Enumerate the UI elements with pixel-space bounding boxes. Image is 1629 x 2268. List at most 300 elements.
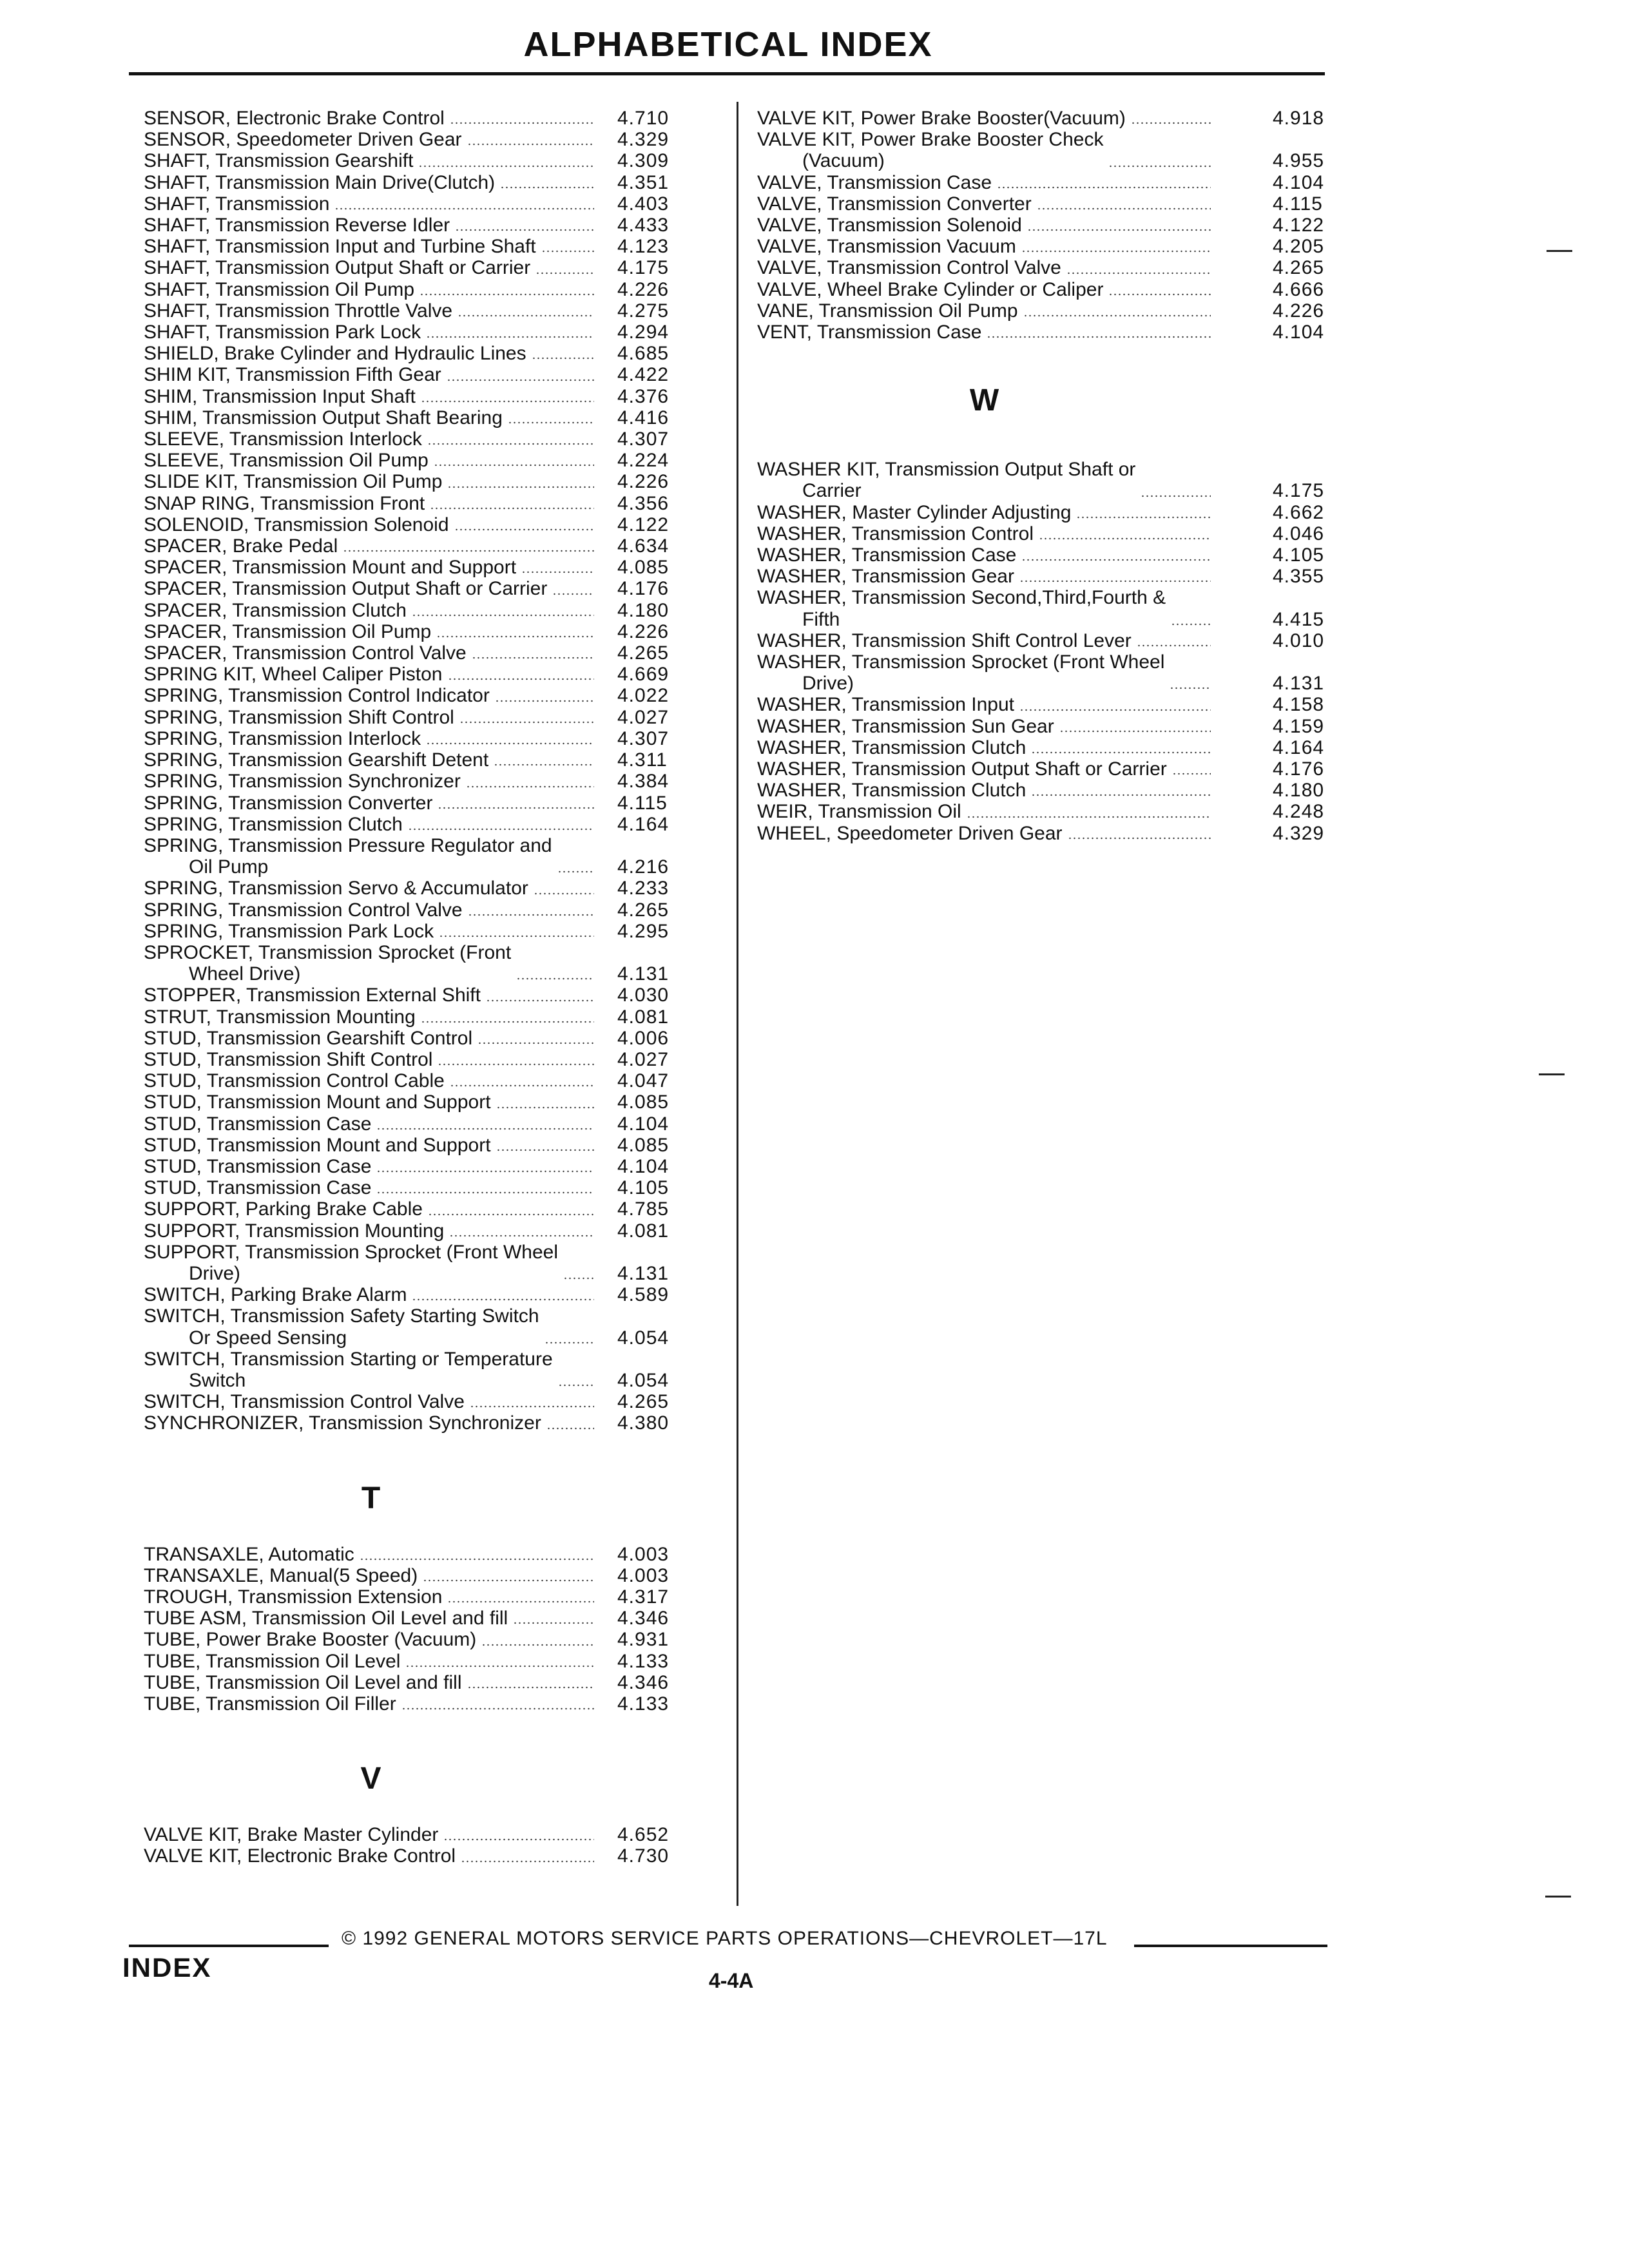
entry-label (757, 780, 1026, 801)
entry-label (757, 737, 1026, 758)
entry-page-number: 4.175 (1273, 480, 1325, 502)
dot-leader (434, 464, 594, 466)
entry-page-number: 4.307 (617, 727, 670, 749)
entry-title: TRANSAXLE, Automatic (144, 1543, 354, 1565)
dot-leader (418, 165, 594, 168)
index-entry (144, 257, 727, 278)
entry-page-number: 4.355 (1273, 566, 1325, 588)
dot-leader (1170, 687, 1211, 689)
dot-leader (466, 785, 594, 788)
entry-title: WASHER, Master Cylinder Adjusting (757, 501, 1072, 523)
entry-title: SHAFT, Transmission Gearshift (144, 150, 414, 172)
dot-leader (470, 1405, 594, 1408)
entry-title: TUBE, Transmission Oil Level (144, 1650, 401, 1672)
dot-leader (1021, 559, 1211, 561)
entry-title: STUD, Transmission Shift Control (144, 1048, 433, 1070)
entry-label (144, 428, 422, 450)
entry-label (144, 1070, 445, 1091)
dot-leader (401, 1707, 594, 1710)
entry-title: WASHER, Transmission Shift Control Lever (757, 629, 1132, 651)
dot-leader (447, 1600, 594, 1603)
index-entry (144, 1135, 727, 1156)
entry-page-number: 4.356 (617, 492, 670, 514)
dot-leader (1141, 495, 1211, 497)
dot-leader (459, 721, 594, 724)
index-entry (144, 685, 727, 706)
entry-title: VALVE KIT, Power Brake Booster Check (757, 129, 1104, 151)
dot-leader (439, 935, 594, 937)
entry-title: WASHER, Transmission Control (757, 523, 1034, 544)
entry-label (144, 878, 528, 899)
entry-label (757, 193, 1032, 215)
entry-label (757, 236, 1016, 257)
index-entry (757, 823, 1344, 844)
entry-title: WASHER, Transmission Sun Gear (757, 715, 1054, 737)
entry-page-number: 4.010 (1273, 629, 1325, 651)
index-entry (144, 1198, 727, 1220)
entry-title: SPRING, Transmission Pressure Regulator and (144, 834, 552, 856)
section-letter-w: W (969, 383, 999, 418)
entry-label (144, 985, 481, 1006)
entry-title: WASHER, Transmission Clutch (757, 780, 1027, 802)
entry-page-number: 4.123 (617, 236, 670, 258)
entries-w (757, 459, 1344, 844)
entry-title: SENSOR, Electronic Brake Control (144, 108, 445, 129)
entries-s (144, 108, 727, 1434)
entry-title: SYNCHRONIZER, Transmission Synchronizer (144, 1412, 541, 1434)
entry-title-continuation: (Vacuum) (802, 150, 885, 172)
entry-title: STUD, Transmission Mount and Support (144, 1091, 491, 1113)
section-gap (144, 1715, 727, 1760)
dot-leader (1137, 644, 1211, 647)
entry-title: VALVE KIT, Power Brake Booster(Vacuum) (757, 108, 1126, 129)
entry-title-continuation: Wheel Drive) (189, 963, 301, 985)
entry-title-continuation: Switch (189, 1369, 246, 1391)
entry-label (757, 823, 1063, 844)
entry-title: WASHER, Transmission Second,Third,Fourth & (757, 587, 1166, 609)
margin-mark (1539, 1073, 1565, 1075)
entry-page-number: 4.589 (617, 1284, 670, 1306)
index-entry (144, 1305, 727, 1348)
dot-leader (532, 357, 594, 360)
dot-leader (412, 614, 594, 617)
entry-label (144, 1672, 462, 1693)
section-gap (144, 1798, 727, 1824)
entry-title: SLEEVE, Transmission Interlock (144, 428, 422, 450)
entry-title: WASHER, Transmission Clutch (757, 736, 1027, 758)
entry-title: SPRING, Transmission Clutch (144, 813, 403, 835)
entry-title-continuation: Drive) (802, 673, 854, 695)
entry-page-number: 4.669 (617, 664, 670, 686)
entry-label (144, 300, 452, 322)
entry-title: WASHER KIT, Transmission Output Shaft or (757, 459, 1136, 481)
index-entry (144, 835, 727, 878)
footer-rule-left (129, 1945, 329, 1947)
entry-title: VALVE, Transmission Control Valve (757, 257, 1061, 279)
index-entry (144, 793, 727, 814)
dot-leader (1027, 229, 1211, 231)
index-entry (144, 1672, 727, 1693)
index-entry (144, 514, 727, 535)
dot-leader (447, 486, 594, 488)
entry-title: SPRING, Transmission Synchronizer (144, 771, 461, 793)
entry-title: WASHER, Transmission Input (757, 694, 1015, 716)
entry-label (144, 257, 530, 278)
entry-page-number: 4.122 (617, 514, 670, 535)
entry-label (144, 600, 407, 621)
index-entry (144, 814, 727, 835)
entry-page-number: 4.311 (617, 749, 668, 771)
dot-leader (334, 207, 594, 210)
entry-page-number: 4.652 (617, 1824, 670, 1846)
dot-leader (552, 593, 594, 595)
entry-label (144, 1284, 407, 1305)
entry-title: TUBE, Power Brake Booster (Vacuum) (144, 1629, 477, 1651)
dot-leader (546, 1427, 594, 1430)
entry-title: SWITCH, Parking Brake Alarm (144, 1284, 407, 1306)
entry-page-number: 4.081 (617, 1006, 670, 1028)
index-entry (144, 1049, 727, 1070)
index-entry (144, 1651, 727, 1672)
entry-label (144, 1824, 438, 1845)
entry-label (757, 129, 1103, 171)
index-entry (144, 279, 727, 300)
dot-leader (513, 1622, 594, 1624)
entry-page-number: 4.294 (617, 322, 670, 343)
dot-leader (1059, 730, 1211, 733)
entry-page-number: 4.309 (617, 150, 670, 172)
entry-label (757, 459, 1135, 501)
entry-title-continuation: Fifth (802, 608, 840, 630)
entry-page-number: 4.122 (1273, 215, 1325, 236)
entry-title: SHIM, Transmission Input Shaft (144, 385, 416, 407)
entry-label (757, 758, 1167, 780)
dot-leader (1066, 272, 1211, 274)
entry-label (757, 279, 1103, 300)
dot-leader (376, 1170, 594, 1173)
entry-title: SPACER, Transmission Oil Pump (144, 620, 432, 642)
entry-label (144, 1629, 476, 1650)
index-entry (144, 108, 727, 129)
entry-page-number: 4.265 (617, 899, 670, 921)
dot-leader (496, 1149, 594, 1151)
entry-label (144, 1349, 553, 1391)
entry-title-continuation: Carrier (802, 480, 862, 502)
index-entry (144, 1156, 727, 1177)
entry-label (144, 728, 421, 749)
dot-leader (467, 1686, 594, 1689)
index-entry (144, 1284, 727, 1305)
entry-title: SHAFT, Transmission (144, 193, 330, 215)
entry-page-number: 4.433 (617, 215, 670, 236)
index-entry (144, 1391, 727, 1412)
index-entry (757, 801, 1344, 822)
index-entry (144, 1220, 727, 1242)
entry-page-number: 4.329 (1273, 822, 1325, 844)
index-entry (757, 300, 1344, 322)
entry-title: VENT, Transmission Case (757, 322, 982, 343)
dot-leader (495, 700, 594, 702)
entry-page-number: 4.346 (617, 1608, 670, 1629)
entry-label (757, 322, 981, 343)
section-gap (757, 343, 1344, 381)
index-entry (144, 1586, 727, 1608)
entry-page-number: 4.003 (617, 1543, 670, 1565)
entry-page-number: 4.295 (617, 920, 670, 942)
entry-page-number: 4.307 (617, 428, 670, 450)
entry-title: WHEEL, Speedometer Driven Gear (757, 822, 1063, 844)
index-entry (757, 236, 1344, 257)
dot-leader (1131, 122, 1211, 124)
entry-label (144, 642, 467, 664)
entry-title: TUBE, Transmission Oil Level and fill (144, 1671, 462, 1693)
entry-title-continuation: Or Speed Sensing (189, 1327, 347, 1349)
entry-page-number: 4.047 (617, 1070, 670, 1092)
entry-page-number: 4.104 (1273, 171, 1325, 193)
index-entry (144, 921, 727, 942)
entry-title: VALVE, Transmission Case (757, 171, 992, 193)
dot-leader (449, 1235, 594, 1237)
index-entry (757, 108, 1344, 129)
entry-page-number: 4.030 (617, 985, 670, 1006)
entry-title: SHAFT, Transmission Output Shaft or Carrier (144, 257, 531, 279)
entry-label (144, 150, 413, 171)
index-entry (144, 535, 727, 557)
column-divider (737, 102, 738, 1906)
entry-title: SUPPORT, Parking Brake Cable (144, 1198, 423, 1220)
entry-title: STUD, Transmission Control Cable (144, 1070, 445, 1092)
entry-label (144, 514, 449, 535)
index-entry (144, 428, 727, 450)
index-entry (144, 129, 727, 150)
index-entry (144, 600, 727, 621)
entry-page-number: 4.176 (1273, 758, 1325, 780)
index-entry (144, 642, 727, 664)
entry-page-number: 4.317 (617, 1586, 670, 1608)
entry-page-number: 4.164 (1273, 736, 1325, 758)
entry-title: SPROCKET, Transmission Sprocket (Front (144, 941, 512, 963)
entry-title: SUPPORT, Transmission Mounting (144, 1220, 445, 1242)
entry-label (144, 664, 443, 685)
entry-label (144, 1091, 491, 1113)
index-entry (144, 172, 727, 193)
dot-leader (1019, 580, 1211, 582)
dot-leader (461, 1860, 594, 1863)
entry-page-number: 4.351 (617, 171, 670, 193)
entry-label (757, 172, 992, 193)
entry-label (144, 386, 416, 407)
dot-leader (376, 1128, 594, 1130)
entry-title: SWITCH, Transmission Starting or Temperature (144, 1348, 553, 1370)
entry-label (144, 1586, 442, 1608)
entry-page-number: 4.380 (617, 1412, 670, 1434)
entry-label (144, 793, 432, 814)
dot-leader (1031, 794, 1211, 796)
entry-page-number: 4.275 (617, 300, 670, 322)
dot-leader (454, 528, 594, 531)
index-entry (144, 471, 727, 492)
dot-leader (427, 443, 594, 445)
entry-title: WASHER, Transmission Output Shaft or Carrier (757, 758, 1167, 780)
entry-page-number: 4.955 (1273, 150, 1325, 172)
entry-title: SPACER, Transmission Output Shaft or Carrier (144, 578, 548, 600)
entry-label (757, 215, 1022, 236)
dot-leader (1172, 773, 1211, 775)
dot-leader (426, 336, 594, 338)
dot-leader (430, 507, 594, 510)
entry-label (144, 215, 450, 236)
entry-label (144, 1544, 354, 1565)
entry-label (144, 535, 338, 557)
section-letter-t: T (361, 1481, 381, 1515)
dot-leader (438, 807, 594, 809)
index-entry (144, 728, 727, 749)
index-entry (144, 1349, 727, 1391)
entry-title: SENSOR, Speedometer Driven Gear (144, 129, 462, 151)
entry-title: SPACER, Transmission Mount and Support (144, 557, 517, 579)
entry-page-number: 4.226 (617, 471, 670, 493)
entry-page-number: 4.785 (617, 1198, 670, 1220)
dot-leader (447, 379, 594, 381)
entry-title: SPRING, Transmission Control Indicator (144, 685, 490, 707)
entry-page-number: 4.006 (617, 1027, 670, 1049)
entry-page-number: 4.384 (617, 771, 670, 793)
index-entry (144, 878, 727, 899)
entry-page-number: 4.175 (617, 257, 670, 279)
entry-title: SPACER, Transmission Control Valve (144, 642, 467, 664)
entries-v (144, 1824, 727, 1867)
entry-label (144, 1391, 465, 1412)
index-entry (757, 630, 1344, 651)
dot-leader (1039, 537, 1211, 540)
index-entry (144, 1070, 727, 1091)
entry-title: SPRING, Transmission Gearshift Detent (144, 749, 489, 771)
entry-title: SPRING, Transmission Control Valve (144, 899, 463, 921)
entry-title: SHAFT, Transmission Oil Pump (144, 278, 415, 300)
entry-label (144, 236, 536, 257)
index-entry (757, 523, 1344, 544)
entry-page-number: 4.415 (1273, 608, 1325, 630)
entry-label (144, 1113, 371, 1135)
entry-title: STRUT, Transmission Mounting (144, 1006, 416, 1028)
dot-leader (508, 421, 594, 424)
entry-page-number: 4.022 (617, 685, 670, 707)
entry-page-number: 4.180 (617, 599, 670, 621)
title-underline (129, 72, 1325, 75)
entry-title: TRANSAXLE, Manual(5 Speed) (144, 1564, 418, 1586)
footer-page-number: 4-4A (709, 1969, 754, 1992)
entry-page-number: 4.131 (617, 963, 670, 985)
dot-leader (1021, 250, 1211, 253)
entry-page-number: 4.931 (617, 1629, 670, 1651)
dot-leader (541, 250, 594, 253)
entry-label (144, 1220, 444, 1242)
index-entry (144, 621, 727, 642)
entry-label (144, 1177, 371, 1198)
entry-title: WASHER, Transmission Gear (757, 566, 1014, 588)
dot-leader (1023, 314, 1211, 317)
dot-leader (450, 122, 594, 124)
entry-title: VALVE KIT, Brake Master Cylinder (144, 1824, 439, 1846)
index-entry (144, 364, 727, 385)
index-entry (144, 215, 727, 236)
entry-title: SHAFT, Transmission Park Lock (144, 322, 421, 343)
entry-page-number: 4.730 (617, 1845, 670, 1867)
entry-label (144, 1305, 539, 1348)
entry-label (144, 707, 454, 728)
entry-label (757, 544, 1016, 566)
entry-title: STUD, Transmission Mount and Support (144, 1134, 491, 1156)
dot-leader (423, 1579, 594, 1582)
entry-page-number: 4.027 (617, 706, 670, 728)
dot-leader (967, 816, 1211, 818)
entry-label (757, 716, 1054, 737)
entry-label (144, 1845, 456, 1867)
entry-label (144, 1028, 472, 1049)
entry-title: SWITCH, Transmission Safety Starting Switch (144, 1305, 539, 1327)
entry-title: SPACER, Brake Pedal (144, 535, 338, 557)
entry-page-number: 4.346 (617, 1671, 670, 1693)
entry-title: SHIM, Transmission Output Shaft Bearing (144, 407, 503, 428)
entry-title: SLIDE KIT, Transmission Oil Pump (144, 471, 443, 493)
entry-page-number: 4.104 (617, 1113, 670, 1135)
index-entry (757, 322, 1344, 343)
dot-leader (421, 400, 594, 403)
dot-leader (450, 1084, 594, 1087)
entry-page-number: 4.685 (617, 343, 670, 365)
index-entry (757, 279, 1344, 300)
entry-page-number: 4.115 (617, 792, 668, 814)
entries-v-right (757, 108, 1344, 343)
entry-label (144, 578, 547, 599)
entry-label (144, 685, 490, 706)
index-entry (144, 386, 727, 407)
dot-leader (448, 678, 595, 680)
index-entry (144, 300, 727, 322)
entry-label (144, 450, 429, 471)
index-entry (757, 651, 1344, 694)
entry-label (144, 835, 552, 878)
entry-label (144, 1156, 371, 1177)
dot-leader (455, 229, 594, 231)
index-entry (757, 257, 1344, 278)
entry-label (757, 257, 1061, 278)
index-entry (757, 716, 1344, 737)
margin-mark (1545, 1896, 1571, 1898)
entry-page-number: 4.226 (1273, 300, 1325, 322)
entry-title: SHIELD, Brake Cylinder and Hydraulic Lines (144, 343, 526, 365)
entry-title: SHAFT, Transmission Input and Turbine Shaft (144, 236, 536, 258)
entry-title: SPRING, Transmission Converter (144, 792, 433, 814)
entry-title: SPRING, Transmission Servo & Accumulator (144, 878, 528, 899)
index-entry (144, 1006, 727, 1028)
entry-page-number: 4.104 (617, 1155, 670, 1177)
entry-title: STUD, Transmission Gearshift Control (144, 1027, 473, 1049)
dot-leader (408, 828, 594, 831)
index-entry (144, 450, 727, 471)
dot-leader (376, 1191, 594, 1194)
index-entry (757, 215, 1344, 236)
entry-label (144, 557, 516, 578)
dot-leader (360, 1558, 594, 1561)
entry-page-number: 4.046 (1273, 523, 1325, 544)
dot-leader (428, 1213, 594, 1216)
dot-leader (557, 870, 594, 873)
entry-page-number: 4.248 (1273, 801, 1325, 823)
index-entry (144, 771, 727, 792)
entry-title: STUD, Transmission Case (144, 1113, 372, 1135)
margin-mark (1547, 250, 1572, 252)
